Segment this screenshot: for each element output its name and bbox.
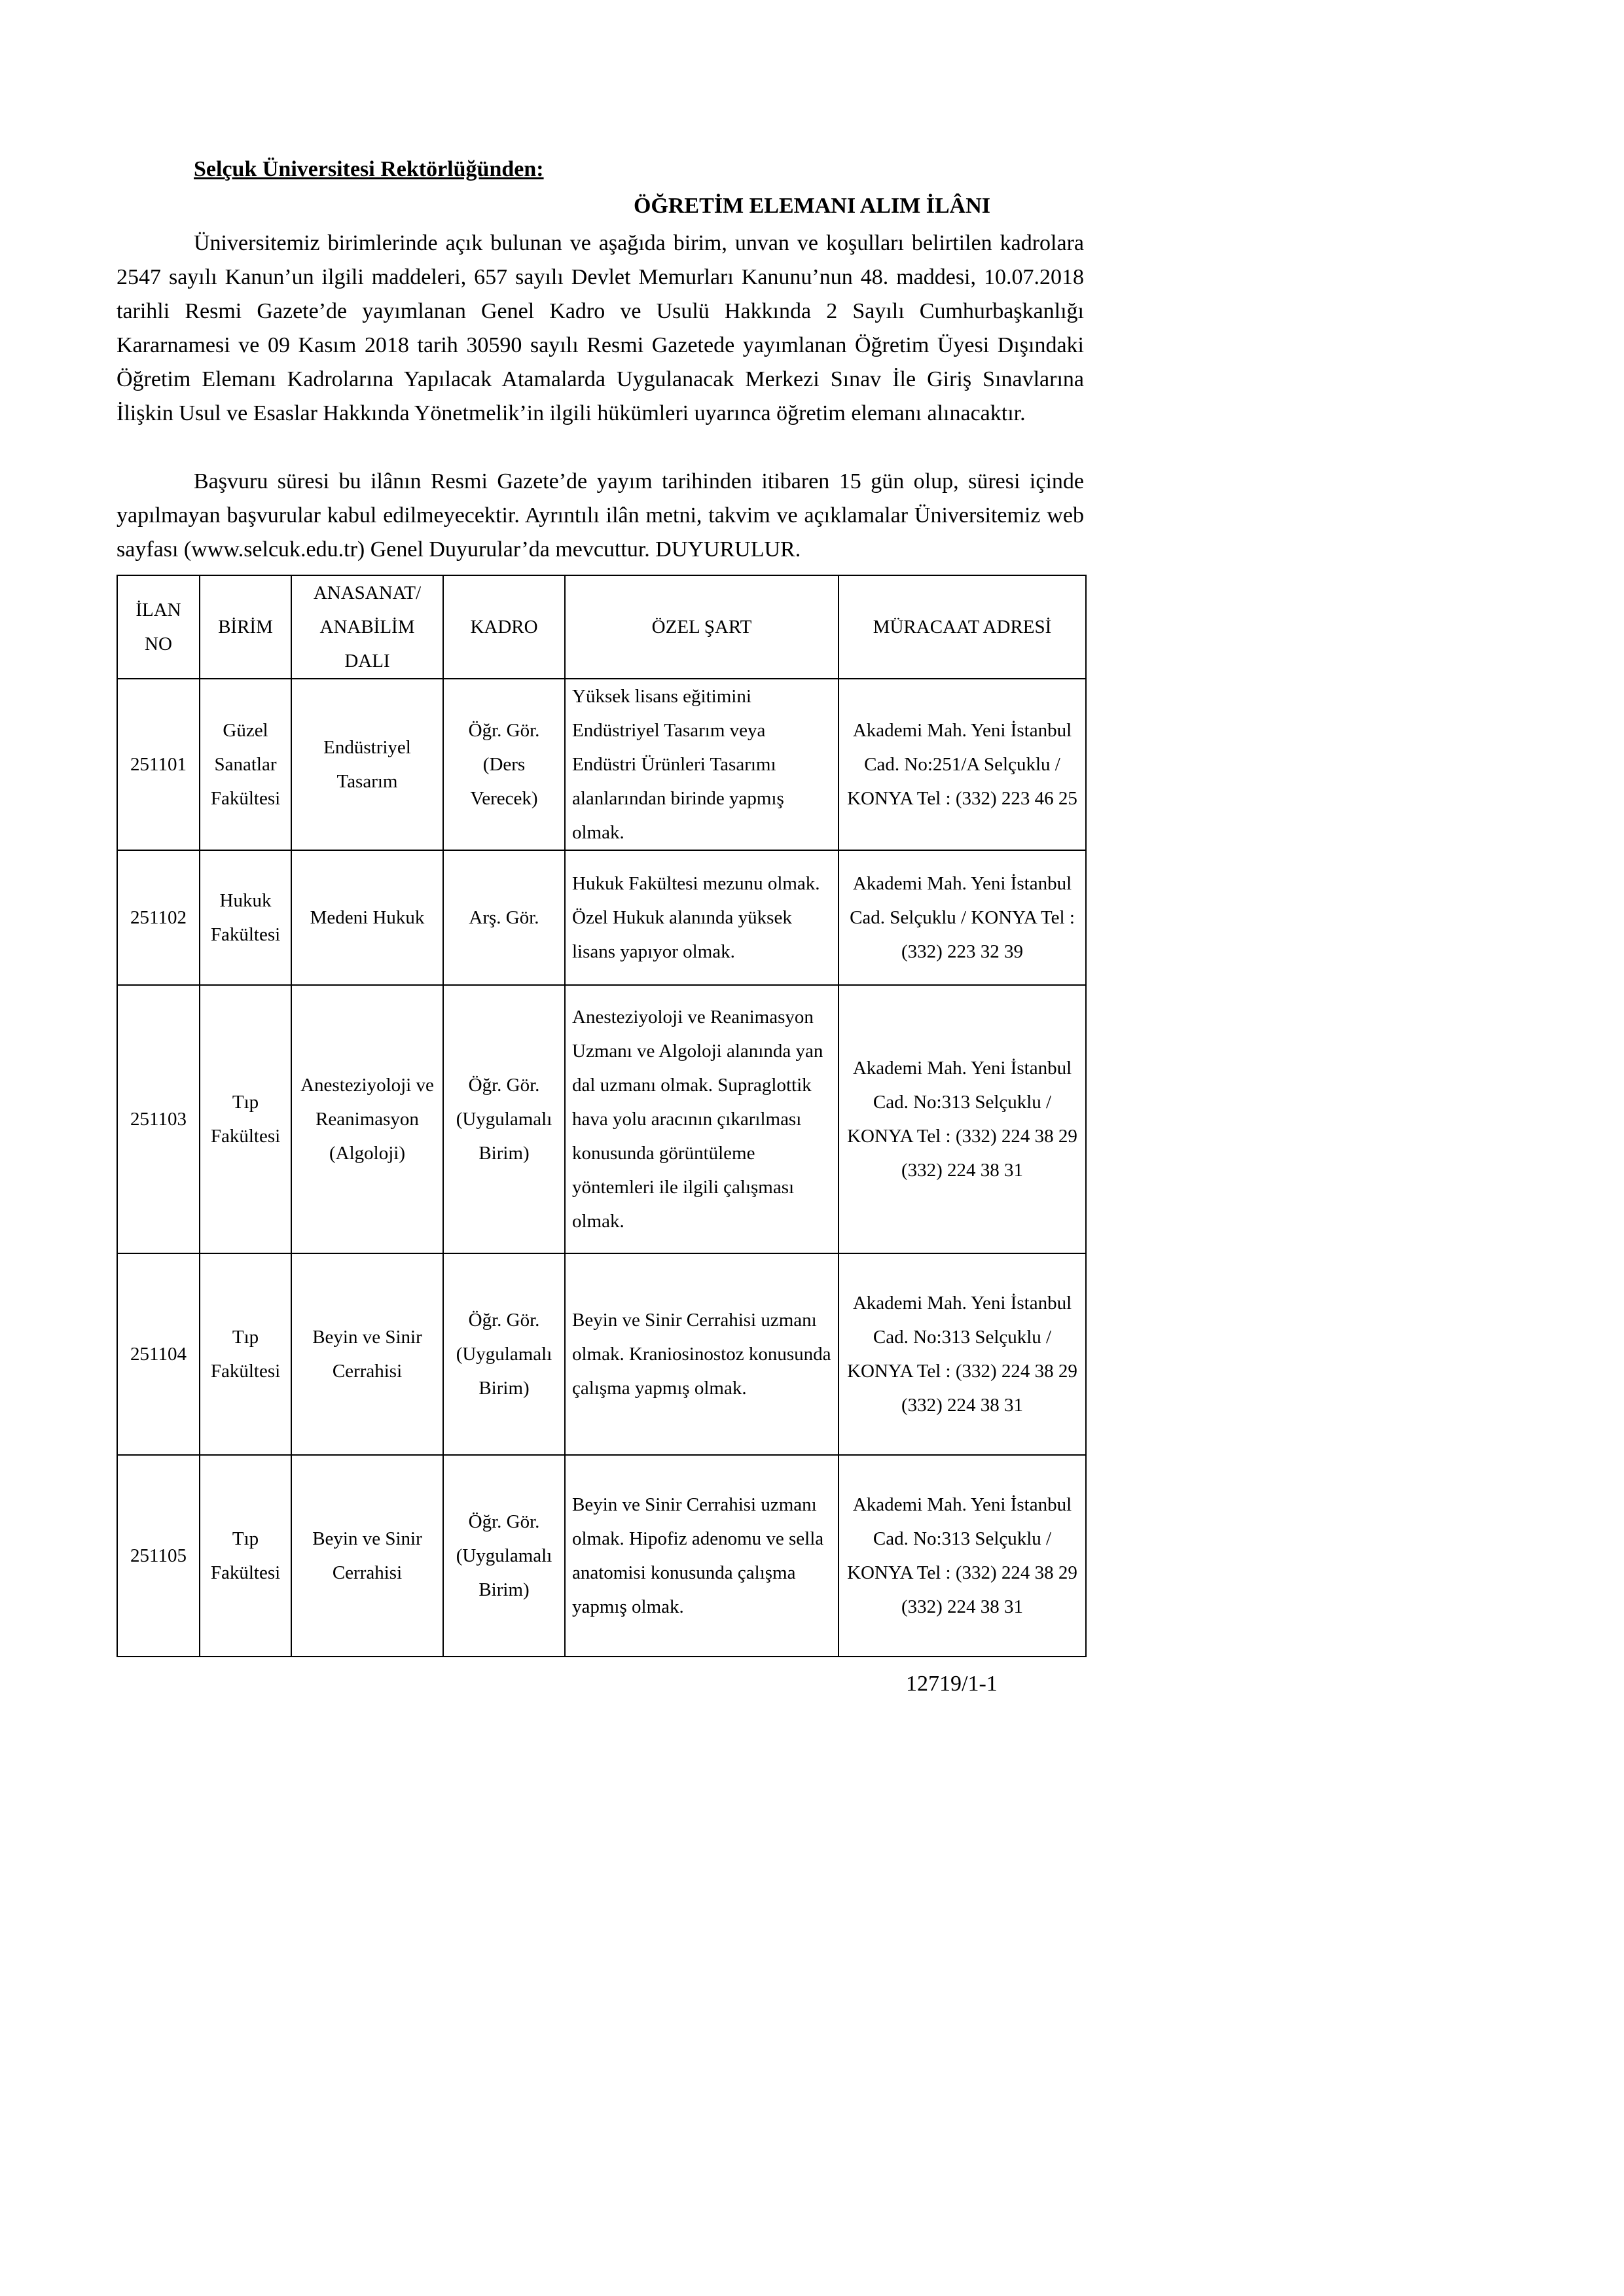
- cell-adres: Akademi Mah. Yeni İstanbul Cad. No:313 Selçuklu / KONYA Tel : (332) 224 38 29 (332) 224 38 31: [839, 1253, 1086, 1455]
- cell-birim: Hukuk Fakültesi: [200, 850, 291, 985]
- cell-kadro: Öğr. Gör. (Uygulamalı Birim): [443, 1455, 565, 1657]
- application-paragraph: [117, 465, 1084, 567]
- cell-kadro: Öğr. Gör. (Uygulamalı Birim): [443, 1253, 565, 1455]
- cell-ilan-no: 251105: [117, 1455, 200, 1657]
- cell-ozel-sart: Yüksek lisans eğitimini Endüstriyel Tasarım veya Endüstri Ürünleri Tasarımı alanlarından birinde yapmış olmak.: [565, 679, 839, 850]
- table-row: [117, 679, 1086, 850]
- cell-ozel-sart: Hukuk Fakültesi mezunu olmak. Özel Hukuk alanında yüksek lisans yapıyor olmak.: [565, 850, 839, 985]
- cell-kadro: Arş. Gör.: [443, 850, 565, 985]
- cell-adres: Akademi Mah. Yeni İstanbul Cad. Selçuklu / KONYA Tel : (332) 223 32 39: [839, 850, 1086, 985]
- cell-adres: Akademi Mah. Yeni İstanbul Cad. No:251/A Selçuklu / KONYA Tel : (332) 223 46 25: [839, 679, 1086, 850]
- table-header-row: [117, 575, 1086, 679]
- cell-dal: Anesteziyoloji ve Reanimasyon (Algoloji): [291, 985, 443, 1253]
- table-row: [117, 1455, 1086, 1657]
- cell-ozel-sart: Anesteziyoloji ve Reanimasyon Uzmanı ve Algoloji alanında yan dal uzmanı olmak. Supraglottik hava yolu aracının çıkarılması konusunda görüntüleme yöntemleri ile ilgili çalışması olmak.: [565, 985, 839, 1253]
- header-ilan-no: İLAN NO: [117, 575, 200, 679]
- paragraph-text: Başvuru süresi bu ilânın Resmi Gazete’de yayım tarihinden itibaren 15 gün olup, süresi içinde yapılmayan başvurular kabul edilmeyecektir. Ayrıntılı ilân metni, takvim ve açıklamalar Üniversitemiz web sayfası (www.selcuk.edu.tr) Genel Duyurular’da mevcuttur. DUYURULUR.: [117, 469, 1084, 562]
- cell-adres: Akademi Mah. Yeni İstanbul Cad. No:313 Selçuklu / KONYA Tel : (332) 224 38 29 (332) 224 38 31: [839, 985, 1086, 1253]
- cell-dal: Beyin ve Sinir Cerrahisi: [291, 1253, 443, 1455]
- intro-paragraph: [117, 226, 1084, 431]
- issuer-heading: Selçuk Üniversitesi Rektörlüğünden:: [194, 157, 544, 181]
- cell-kadro: Öğr. Gör. (Ders Verecek): [443, 679, 565, 850]
- cell-birim: Güzel Sanatlar Fakültesi: [200, 679, 291, 850]
- notice-title: ÖĞRETİM ELEMANI ALIM İLÂNI: [633, 194, 990, 218]
- header-adres: MÜRACAAT ADRESİ: [839, 575, 1086, 679]
- cell-ozel-sart: Beyin ve Sinir Cerrahisi uzmanı olmak. Hipofiz adenomu ve sella anatomisi konusunda çalışma yapmış olmak.: [565, 1455, 839, 1657]
- position-table: [117, 575, 1087, 1657]
- paragraph-text: Üniversitemiz birimlerinde açık bulunan ve aşağıda birim, unvan ve koşulları belirtilen kadrolara 2547 sayılı Kanun’un ilgili maddeleri, 657 sayılı Devlet Memurları Kanunu’nun 48. maddesi, 10.07.2018 tarihli Resmi Gazete’de yayımlanan Genel Kadro ve Usulü Hakkında 2 Sayılı Cumhurbaşkanlığı Kararnamesi ve 09 Kasım 2018 tarih 30590 sayılı Resmi Gazetede yayımlanan Öğretim Üyesi Dışındaki Öğretim Elemanı Kadrolarına Yapılacak Atamalarda Uygulanacak Merkezi Sınav İle Giriş Sınavlarına İlişkin Usul ve Esaslar Hakkında Yönetmelik’in ilgili hükümleri uyarınca öğretim elemanı alınacaktır.: [117, 231, 1084, 425]
- cell-ilan-no: 251103: [117, 985, 200, 1253]
- document-code: 12719/1-1: [906, 1672, 998, 1696]
- cell-birim: Tıp Fakültesi: [200, 1253, 291, 1455]
- table-row: [117, 985, 1086, 1253]
- cell-kadro: Öğr. Gör. (Uygulamalı Birim): [443, 985, 565, 1253]
- cell-ilan-no: 251102: [117, 850, 200, 985]
- cell-dal: Endüstriyel Tasarım: [291, 679, 443, 850]
- header-kadro: KADRO: [443, 575, 565, 679]
- header-birim: BİRİM: [200, 575, 291, 679]
- table-row: [117, 1253, 1086, 1455]
- table-row: [117, 850, 1086, 985]
- cell-ilan-no: 251101: [117, 679, 200, 850]
- header-dal: ANASANAT/ ANABİLİM DALI: [291, 575, 443, 679]
- header-ozel-sart: ÖZEL ŞART: [565, 575, 839, 679]
- cell-ilan-no: 251104: [117, 1253, 200, 1455]
- cell-ozel-sart: Beyin ve Sinir Cerrahisi uzmanı olmak. Kraniosinostoz konusunda çalışma yapmış olmak.: [565, 1253, 839, 1455]
- cell-birim: Tıp Fakültesi: [200, 1455, 291, 1657]
- cell-dal: Beyin ve Sinir Cerrahisi: [291, 1455, 443, 1657]
- cell-dal: Medeni Hukuk: [291, 850, 443, 985]
- cell-birim: Tıp Fakültesi: [200, 985, 291, 1253]
- cell-adres: Akademi Mah. Yeni İstanbul Cad. No:313 Selçuklu / KONYA Tel : (332) 224 38 29 (332) 224 38 31: [839, 1455, 1086, 1657]
